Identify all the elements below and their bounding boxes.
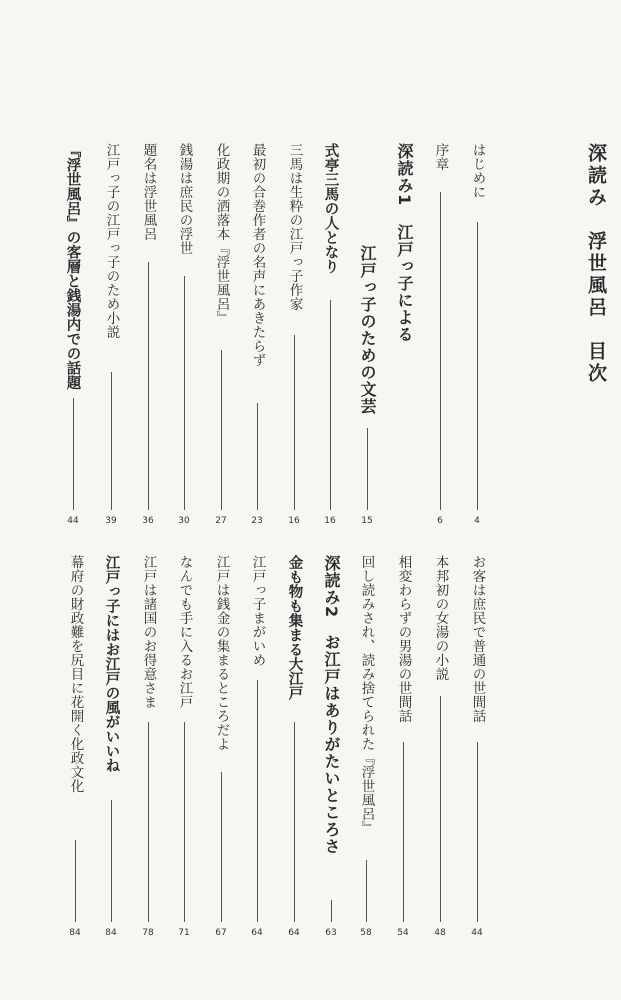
leader-line bbox=[148, 262, 149, 510]
leader-line bbox=[331, 900, 332, 922]
leader-line bbox=[294, 722, 295, 922]
leader-line bbox=[221, 772, 222, 922]
title-part-1: 深読み bbox=[585, 143, 607, 209]
toc-entry[interactable]: はじめに bbox=[469, 143, 486, 199]
page-number: 16 bbox=[324, 516, 336, 526]
leader-line bbox=[403, 742, 404, 922]
page-number: 36 bbox=[142, 516, 154, 526]
page-number: 64 bbox=[288, 928, 300, 938]
toc-entry[interactable]: 幕府の財政難を尻目に花開く化政文化 bbox=[67, 555, 84, 793]
page-number: 6 bbox=[437, 516, 443, 526]
page-title bbox=[586, 143, 605, 385]
chapter-title: 江戸っ子による bbox=[395, 224, 414, 344]
page-number: 27 bbox=[215, 516, 227, 526]
leader-line bbox=[221, 350, 222, 510]
toc-entry[interactable]: 三馬は生粋の江戸っ子作家 bbox=[286, 143, 303, 311]
leader-line bbox=[477, 742, 478, 922]
chapter-label: 深読み2 bbox=[322, 555, 341, 619]
leader-line bbox=[73, 398, 74, 510]
page-number: 78 bbox=[142, 928, 154, 938]
toc-entry[interactable]: なんでも手に入るお江戸 bbox=[176, 555, 193, 709]
page-number: 63 bbox=[325, 928, 337, 938]
toc-entry[interactable]: 回し読みされ、読み捨てられた『浮世風呂』 bbox=[358, 555, 375, 835]
toc-entry[interactable]: 最初の合巻作者の名声にあきたらず bbox=[249, 143, 266, 367]
leader-line bbox=[367, 428, 368, 510]
toc-entry[interactable]: 江戸は銭金の集まるところだよ bbox=[213, 555, 230, 751]
chapter-heading[interactable] bbox=[396, 143, 412, 343]
chapter-title: お江戸はありがたいところさ bbox=[322, 634, 341, 856]
toc-entry[interactable]: 序章 bbox=[432, 143, 449, 171]
page-number: 71 bbox=[178, 928, 190, 938]
page-number: 16 bbox=[288, 516, 300, 526]
title-part-2: 浮世風呂 bbox=[585, 231, 607, 319]
toc-entry[interactable]: 江戸は諸国のお得意さま bbox=[140, 555, 157, 709]
page-number: 54 bbox=[397, 928, 409, 938]
page-number: 44 bbox=[67, 516, 79, 526]
leader-line bbox=[257, 403, 258, 510]
leader-line bbox=[294, 335, 295, 510]
page-number: 84 bbox=[69, 928, 81, 938]
leader-line bbox=[75, 840, 76, 922]
leader-line bbox=[148, 722, 149, 922]
chapter-heading-line2: 江戸っ子のための文芸 bbox=[358, 245, 377, 415]
page-number: 48 bbox=[434, 928, 446, 938]
page-number: 44 bbox=[471, 928, 483, 938]
toc-entry[interactable]: 題名は浮世風呂 bbox=[140, 143, 157, 241]
chapter-heading[interactable] bbox=[323, 555, 339, 855]
leader-line bbox=[184, 276, 185, 510]
section-heading[interactable]: 江戸っ子にはお江戸の風がいいね bbox=[103, 555, 120, 773]
page-number: 30 bbox=[178, 516, 190, 526]
page-number: 58 bbox=[360, 928, 372, 938]
toc-entry[interactable]: 江戸っ子の江戸っ子のため小説 bbox=[103, 143, 120, 339]
leader-line bbox=[111, 372, 112, 510]
toc-entry[interactable]: 本邦初の女湯の小説 bbox=[432, 555, 449, 681]
page-number: 39 bbox=[105, 516, 117, 526]
leader-line bbox=[477, 222, 478, 510]
toc-entry[interactable]: お客は庶民で普通の世間話 bbox=[469, 555, 486, 723]
page-number: 64 bbox=[251, 928, 263, 938]
toc-entry[interactable]: 化政期の洒落本『浮世風呂』 bbox=[213, 143, 230, 325]
leader-line bbox=[111, 800, 112, 922]
section-heading[interactable]: 金も物も集まる大江戸 bbox=[286, 555, 303, 700]
section-heading[interactable]: 式亭三馬の人となり bbox=[322, 143, 339, 274]
page-number: 67 bbox=[215, 928, 227, 938]
leader-line bbox=[330, 300, 331, 510]
leader-line bbox=[440, 696, 441, 922]
toc-entry[interactable]: 江戸っ子まがいめ bbox=[249, 555, 266, 667]
title-part-3: 目次 bbox=[585, 341, 607, 385]
leader-line bbox=[257, 680, 258, 922]
page-number: 84 bbox=[105, 928, 117, 938]
page-number: 15 bbox=[361, 516, 373, 526]
leader-line bbox=[440, 192, 441, 510]
chapter-label: 深読み1 bbox=[395, 143, 414, 207]
page-number: 23 bbox=[251, 516, 263, 526]
section-heading[interactable]: 『浮世風呂』の客層と銭湯内での話題 bbox=[64, 143, 81, 390]
leader-line bbox=[366, 860, 367, 922]
page-number: 4 bbox=[474, 516, 480, 526]
leader-line bbox=[184, 722, 185, 922]
toc-entry[interactable]: 銭湯は庶民の浮世 bbox=[176, 143, 193, 255]
toc-entry[interactable]: 相変わらずの男湯の世間話 bbox=[395, 555, 412, 723]
